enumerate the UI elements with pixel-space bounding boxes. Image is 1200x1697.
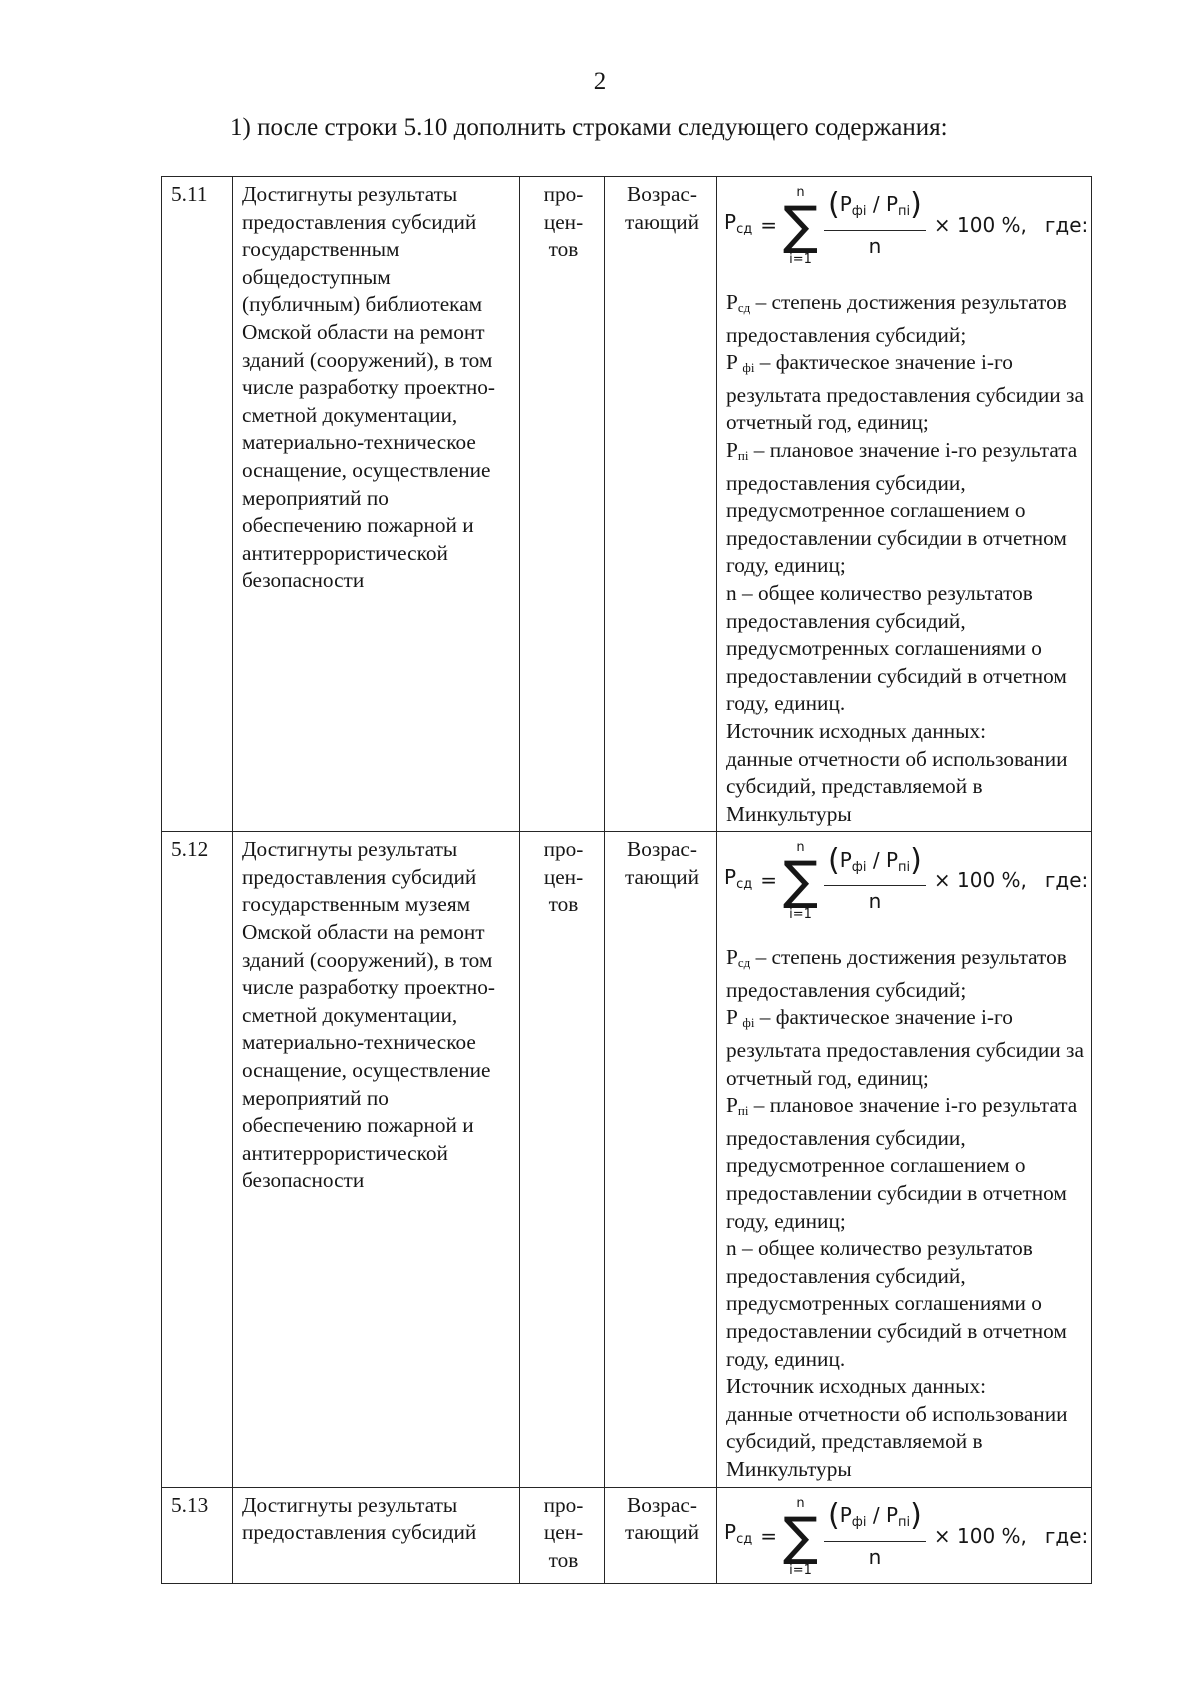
row-number: 5.12 xyxy=(162,832,233,1487)
sigma-symbol: n ∑ i=1 xyxy=(782,1495,819,1578)
formula-equals: = xyxy=(760,868,777,893)
formula xyxy=(724,1488,1089,1586)
legend-line: n – общее количество результатов предоставления субсидий, предусмотренных соглашениями о предоставлении субсидий в отчетном году, единиц. xyxy=(726,580,1067,716)
formula-equals: = xyxy=(760,213,777,238)
indicator-direction: Возрас- тающий xyxy=(605,832,717,1487)
unit-of-measure: про- цен- тов xyxy=(520,832,605,1487)
indicator-name: Достигнуты результаты предоставления субсидий государственным музеям Омской области на ремонт зданий (сооружений), в том числе разработку проектно-сметной документации, материально-техническое оснащение, осуществление мероприятий по обеспечению пожарной и антитеррористической безопасности xyxy=(233,832,520,1487)
formula-equals: = xyxy=(760,1523,777,1548)
unit-of-measure: про- цен- тов xyxy=(520,177,605,832)
legend-line: P $_{фi}$ – фактическое значение i-го результата предоставления субсидии за отчетный год, единиц; xyxy=(726,350,1084,435)
amendment-intro: 1) после строки 5.10 дополнить строками следующего содержания: xyxy=(230,114,948,141)
unit-of-measure: про- цен- тов xyxy=(520,1487,605,1583)
source-text: данные отчетности об использовании субсидий, представляемой в Минкультуры xyxy=(726,746,1068,826)
page-number: 2 xyxy=(593,68,607,95)
source-label: Источник исходных данных: xyxy=(726,1374,987,1399)
calculation-method xyxy=(717,1487,1092,1583)
calculation-method xyxy=(717,832,1092,1487)
fraction-denominator: n xyxy=(868,1544,882,1569)
formula-tail: × 100 %, где: xyxy=(933,868,1089,893)
formula-lhs: $P_{сд}$ xyxy=(724,209,753,237)
table-row xyxy=(162,177,1092,832)
source-label: Источник исходных данных: xyxy=(726,718,987,743)
amendment-table xyxy=(161,176,1092,1584)
legend-line: $P_{сд}$ – степень достижения результатов предоставления субсидий; xyxy=(726,945,1067,1002)
formula-fraction xyxy=(824,1497,926,1571)
formula-lhs: $P_{сд}$ xyxy=(724,864,753,892)
indicator-name: Достигнуты результаты предоставления субсидий xyxy=(233,1487,520,1583)
formula xyxy=(724,832,1089,930)
legend-line: $P_{пi}$ – плановое значение i-го результата предоставления субсидии, предусмотренное соглашением о предоставлении субсидии в отчетном году, единиц; xyxy=(726,1093,1078,1233)
legend-line: P $_{фi}$ – фактическое значение i-го результата предоставления субсидии за отчетный год, единиц; xyxy=(726,1005,1084,1090)
formula-tail: × 100 %, где: xyxy=(933,213,1089,238)
table-row xyxy=(162,1487,1092,1583)
indicator-direction: Возрас- тающий xyxy=(605,1487,717,1583)
indicator-direction: Возрас- тающий xyxy=(605,177,717,832)
fraction-numerator: $(P_{фi} / P_{пi})$ xyxy=(824,1502,926,1542)
row-number: 5.13 xyxy=(162,1487,233,1583)
formula-legend xyxy=(726,944,1085,1483)
legend-line: n – общее количество результатов предоставления субсидий, предусмотренных соглашениями о предоставлении субсидий в отчетном году, единиц. xyxy=(726,1236,1067,1371)
fraction-numerator: $(P_{фi} / P_{пi})$ xyxy=(824,847,926,887)
fraction-denominator: n xyxy=(868,234,882,258)
row-number: 5.11 xyxy=(162,177,233,832)
fraction-denominator: n xyxy=(868,889,882,914)
indicator-name: Достигнуты результаты предоставления субсидий государственным общедоступным (публичным) библиотекам Омской области на ремонт зданий (сооружений), в том числе разработку проектно-сметной документации, материально-техническое оснащение, осуществление мероприятий по обеспечению пожарной и антитеррористической безопасности xyxy=(233,177,520,832)
legend-line: $P_{пi}$ – плановое значение i-го результата предоставления субсидии, предусмотренное соглашением о предоставлении субсидии в отчетном году, единиц; xyxy=(726,437,1078,578)
formula xyxy=(724,177,1089,275)
table-row xyxy=(162,832,1092,1487)
formula-tail: × 100 %, где: xyxy=(933,1523,1089,1548)
source-text: данные отчетности об использовании субсидий, представляемой в Минкультуры xyxy=(726,1401,1068,1481)
legend-line: $P_{сд}$ – степень достижения результатов предоставления субсидий; xyxy=(726,290,1067,347)
formula-fraction xyxy=(824,187,926,260)
sigma-symbol: n ∑ i=1 xyxy=(782,840,819,923)
formula-legend xyxy=(726,289,1085,828)
calculation-method xyxy=(717,177,1092,832)
sigma-symbol: n ∑ i=1 xyxy=(782,185,819,267)
formula-fraction xyxy=(824,842,926,916)
fraction-numerator: $(P_{фi} / P_{пi})$ xyxy=(824,191,926,231)
formula-lhs: $P_{сд}$ xyxy=(724,1520,753,1548)
